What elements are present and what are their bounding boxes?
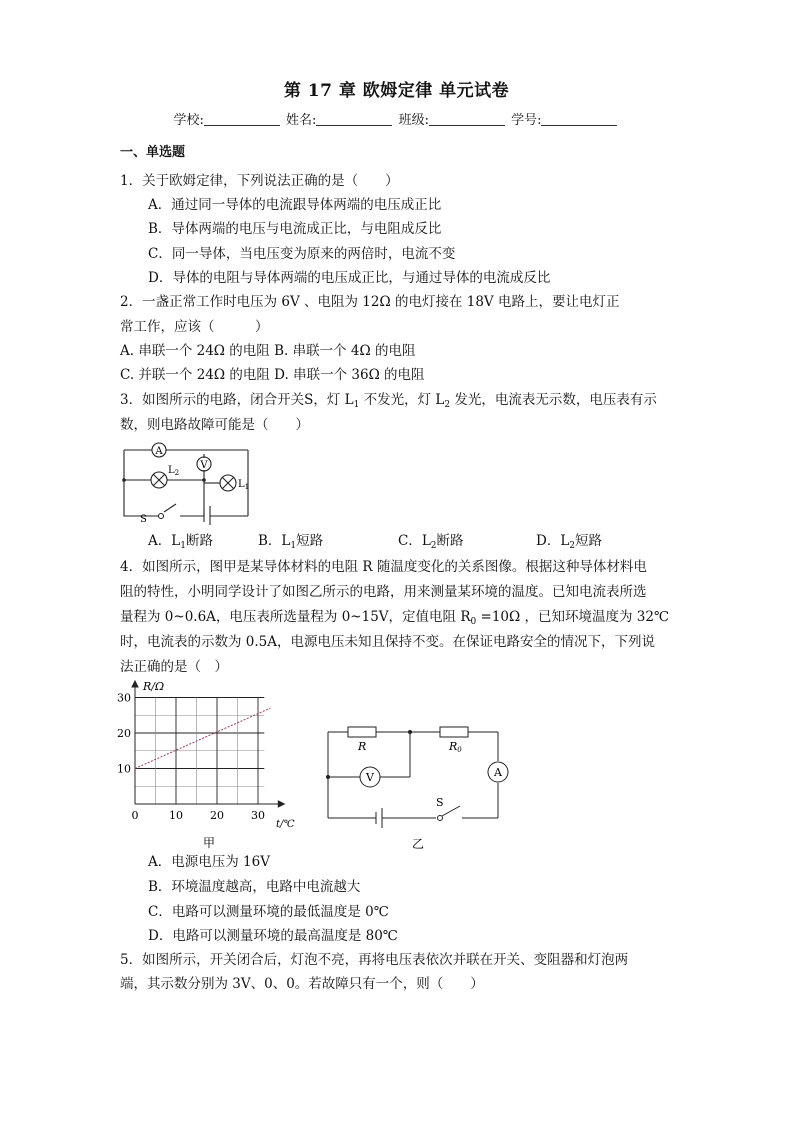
q4-line4: 时，电流表的示数为 0.5A，电源电压未知且保持不变。在保证电路安全的情况下，下列说: [120, 634, 656, 650]
section-title: 一、单选题: [120, 145, 186, 160]
q5-line1: 5．如图所示，开关闭合后，灯泡不亮，再将电压表依次并联在开关、变阻器和灯泡两: [120, 952, 629, 968]
q2-options-ab: A. 串联一个 24Ω 的电阻 B. 串联一个 4Ω 的电阻: [120, 343, 416, 359]
q3-circuit-diagram: [118, 440, 258, 525]
q4-option-b: B．环境温度越高，电路中电流越大: [148, 879, 361, 895]
graph-xtick-label: 30: [251, 809, 265, 822]
graph-xtick-label: 20: [210, 809, 224, 822]
graph-ytick-label: 30: [117, 691, 131, 705]
class-blank[interactable]: [429, 113, 505, 126]
q4-line5: 法正确的是（ ）: [120, 659, 228, 675]
q2-stem-line2: 常工作，应该（ ）: [120, 319, 269, 335]
q4-circuit-r-label: R: [358, 740, 367, 753]
graph-xtick-label: 10: [169, 809, 183, 822]
q3-voltmeter-label: V: [200, 460, 208, 471]
graph-ytick-label: 10: [117, 762, 131, 776]
q3-option-c: C．$L_2$断路: [398, 533, 464, 551]
graph-caption: 甲: [203, 836, 216, 850]
q3-option-a: A．$L_1$断路: [148, 533, 213, 551]
q4-circuit-voltmeter: V: [366, 771, 374, 784]
graph-xtick-label: 0: [131, 809, 139, 822]
graph-y-arrow: [132, 681, 138, 687]
graph-xlabel: t/℃: [276, 819, 295, 830]
q1-stem: 1．关于欧姆定律，下列说法正确的是（ ）: [120, 173, 399, 189]
q4-circuit-r0-label: R0: [449, 740, 462, 754]
q4-line2: 阻的特性，小明同学设计了如图乙所示的电路，用来测量某环境的温度。已知电流表所选: [120, 584, 647, 600]
q3-ammeter-label: A: [155, 446, 163, 457]
q1-option-a: A．通过同一导体的电流跟导体两端的电压成正比: [148, 197, 442, 213]
graph-ytick-label: 20: [117, 727, 131, 740]
q5-line2: 端，其示数分别为 3V、0、0。若故障只有一个，则（ ）: [120, 976, 484, 992]
q4-circuit-switch: S: [436, 796, 444, 809]
name-label: 姓名:: [286, 113, 317, 128]
q3-switch-label: S: [140, 514, 147, 525]
q3-stem-line1: 3．如图所示的电路，闭合开关S，灯 $L_1$ 不发光，灯 $L_2$ 发光，电流表无示数，电压表有示: [120, 392, 657, 410]
q2-stem-line1: 2．一盏正常工作时电压为 6V 、电阻为 12Ω 的电灯接在 18V 电路上，要让电灯正: [120, 294, 620, 310]
q3-stem-line2: 数，则电路故障可能是（ ）: [120, 417, 309, 433]
graph-ylabel: R/Ω: [143, 680, 165, 693]
student-info-line: [0, 109, 793, 128]
q4-circuit-yi: [322, 720, 512, 855]
q4-line3: 量程为 0~0.6A，电压表所选量程为 0~15V，定值电阻 $R_0 =10\Omega$ ，已知环境温度为 32℃: [120, 609, 670, 627]
q4-option-c: C．电路可以测量环境的最低温度是 0℃: [148, 904, 389, 920]
school-label: 学校:: [173, 113, 204, 128]
q3-option-d: D．$L_2$短路: [536, 533, 603, 551]
q2-options-cd: C. 并联一个 24Ω 的电阻 D. 串联一个 36Ω 的电阻: [120, 367, 425, 383]
q4-option-a: A．电源电压为 16V: [148, 854, 270, 870]
graph-x-arrow: [278, 801, 284, 807]
q4-line1: 4．如图所示，图甲是某导体材料的电阻 R 随温度变化的关系图像。根据这种导体材料电: [120, 559, 647, 575]
q3-option-b: B．$L_1$短路: [258, 533, 324, 551]
name-blank[interactable]: [316, 113, 392, 126]
q4-graph-jia: [113, 677, 313, 852]
number-label: 学号:: [511, 113, 542, 128]
school-blank[interactable]: [204, 113, 280, 126]
page-title: 第 17 章 欧姆定律 单元试卷: [283, 81, 510, 101]
number-blank[interactable]: [541, 113, 617, 126]
q1-option-c: C．同一导体，当电压变为原来的两倍时，电流不变: [148, 246, 456, 262]
q4-circuit-ammeter: A: [494, 766, 502, 779]
q4-option-d: D．电路可以测量环境的最高温度是 80℃: [148, 928, 398, 944]
q4-circuit-caption: 乙: [412, 837, 425, 851]
class-label: 班级:: [398, 113, 429, 128]
q1-option-b: B．导体两端的电压与电流成正比，与电阻成反比: [148, 221, 442, 237]
q3-lamp2-label: $L_2$: [168, 465, 180, 477]
q3-lamp1-label: $L_1$: [238, 479, 250, 491]
q1-option-d: D．导体的电阻与导体两端的电压成正比，与通过导体的电流成反比: [148, 270, 551, 286]
